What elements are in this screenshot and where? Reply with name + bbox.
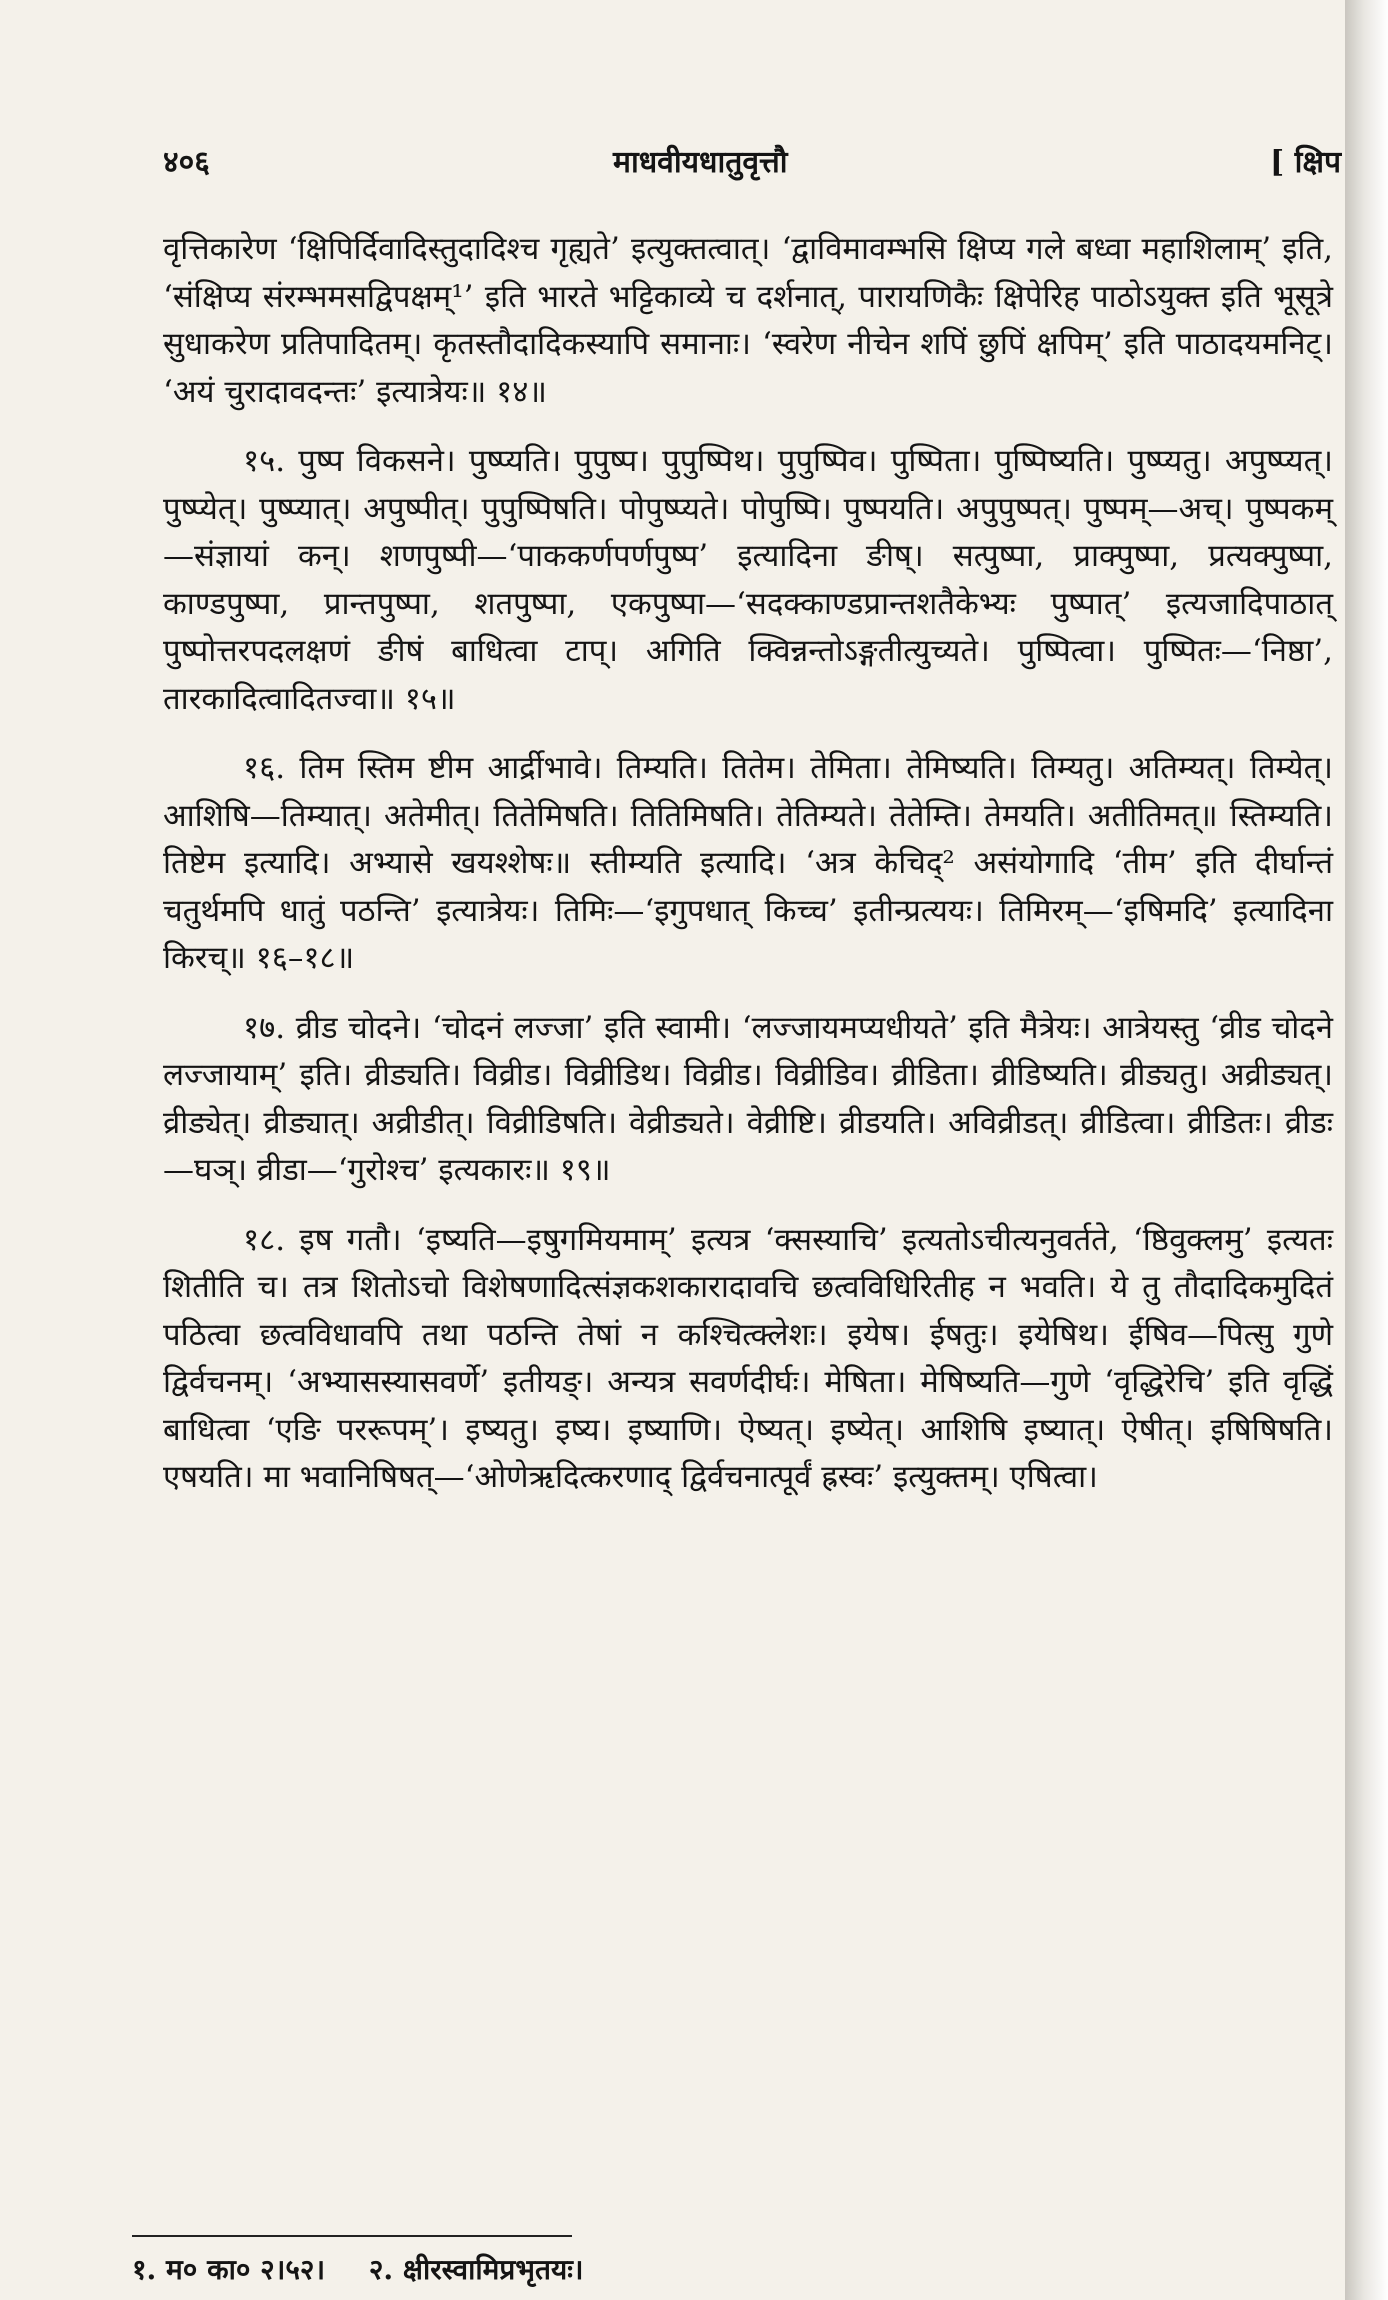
page-edge-shadow: [1345, 0, 1388, 2300]
paragraph-continuation: वृत्तिकारेण ‘क्षिपिर्दिवादिस्तुदादिश्च गृह्यते’ इत्युक्तत्वात्। ‘द्वाविमावम्भसि क्षिप्य गले बध्वा महाशिलाम्’ इति, ‘संक्षिप्य संरम्भमसद्विपक्षम्¹’ इति भारते भट्टिकाव्ये च दर्शनात्, पारायणिकैः क्षिपेरिह पाठोऽयुक्त इति भूसूत्रे सुधाकरेण प्रतिपादितम्। कृतस्तौदादिकस्यापि समानाः। ‘स्वरेण नीचेन शपिं छुपिं क्षपिम्’ इति पाठादयमनिट्। ‘अयं चुरादावदन्तः’ इत्यात्रेयः॥ १४॥: [163, 231, 1333, 410]
running-header: [163, 140, 1343, 190]
paragraph-15: १५. पुष्प विकसने। पुष्प्यति। पुपुष्प। पुपुष्पिथ। पुपुष्पिव। पुष्पिता। पुष्पिष्यति। पुष्प्यतु। अपुष्प्यत्। पुष्प्येत्। पुष्प्यात्। अपुष्पीत्। पुपुष्पिषति। पोपुष्प्यते। पोपुष्पि। पुष्पयति। अपुपुष्पत्। पुष्पम्—अच्। पुष्पकम्—संज्ञायां कन्। शणपुष्पी—‘पाककर्णपर्णपुष्प’ इत्यादिना ङीष्। सत्पुष्पा, प्राक्पुष्पा, प्रत्यक्पुष्पा, काण्डपुष्पा, प्रान्तपुष्पा, शतपुष्पा, एकपुष्पा—‘सदक्काण्डप्रान्तशतैकेभ्यः पुष्पात्’ इत्यजादिपाठात् पुष्पोत्तरपदलक्षणं ङीषं बाधित्वा टाप्। अगिति क्विन्नन्तोऽङ्गतीत्युच्यते। पुष्पित्वा। पुष्पितः—‘निष्ठा’, तारकादित्वादितज्वा॥ १५॥: [163, 443, 1333, 717]
footnote-rule: [132, 2235, 572, 2237]
footnote-2: २. क्षीरस्वामिप्रभृतयः।: [368, 2253, 584, 2286]
main-text: [163, 226, 1333, 1524]
paragraph-18: १८. इष गतौ। ‘इष्यति—इषुगमियमाम्’ इत्यत्र ‘क्सस्याचि’ इत्यतोऽचीत्यनुवर्तते, ‘ष्ठिवुक्लमु’ इत्यतः शितीति च। तत्र शितोऽचो विशेषणादित्संज्ञकशकारादावचि छत्वविधिरितीह न भवति। ये तु तौदादिकमुदितं पठित्वा छत्वविधावपि तथा पठन्ति तेषां न कश्चित्क्लेशः। इयेष। ईषतुः। इयेषिथ। ईषिव—पित्सु गुणे द्विर्वचनम्। ‘अभ्यासस्यासवर्णे’ इतीयङ्। अन्यत्र सवर्णदीर्घः। मेषिता। मेषिष्यति—गुणे ‘वृद्धिरेचि’ इति वृद्धिं बाधित्वा ‘एङि पररूपम्’। इष्यतु। इष्य। इष्याणि। ऐष्यत्। इष्येत्। आशिषि इष्यात्। ऐषीत्। इषिषिषति। एषयति। मा भवानिषिषत्—‘ओणेऋदित्करणाद् द्विर्वचनात्पूर्वं ह्रस्वः’ इत्युक्तम्। एषित्वा।: [163, 1221, 1333, 1495]
paragraph-17: १७. व्रीड चोदने। ‘चोदनं लज्जा’ इति स्वामी। ‘लज्जायमप्यधीयते’ इति मैत्रेयः। आत्रेयस्तु ‘व्रीड चोदने लज्जायाम्’ इति। व्रीड्यति। विव्रीड। विव्रीडिथ। विव्रीड। विव्रीडिव। व्रीडिता। व्रीडिष्यति। व्रीड्यतु। अव्रीड्यत्। व्रीड्येत्। व्रीड्यात्। अव्रीडीत्। विव्रीडिषति। वेव्रीड्यते। वेव्रीष्टि। व्रीडयति। अविव्रीडत्। व्रीडित्वा। व्रीडितः। व्रीडः—घञ्। व्रीडा—‘गुरोश्च’ इत्यकारः॥ १९॥: [163, 1009, 1333, 1188]
section-marker: [ क्षिप: [1270, 145, 1341, 180]
page-number: ४०६: [163, 145, 210, 180]
paragraph-16: १६. तिम स्तिम ष्टीम आर्द्रीभावे। तिम्यति। तितेम। तेमिता। तेमिष्यति। तिम्यतु। अतिम्यत्। तिम्येत्। आशिषि—तिम्यात्। अतेमीत्। तितेमिषति। तितिमिषति। तेतिम्यते। तेतेम्ति। तेमयति। अतीतिमत्॥ स्तिम्यति। तिष्टेम इत्यादि। अभ्यासे खयश्शेषः॥ स्तीम्यति इत्यादि। ‘अत्र केचिद्² असंयोगादि ‘तीम’ इति दीर्घान्तं चतुर्थमपि धातुं पठन्ति’ इत्यात्रेयः। तिमिः—‘इगुपधात् किच्च’ इतीन्प्रत्ययः। तिमिरम्—‘इषिमदि’ इत्यादिना किरच्॥ १६–१८॥: [163, 750, 1333, 976]
footnote-1: १. म० का० २।५२।: [132, 2253, 326, 2286]
page-title: माधवीयधातुवृत्तौ: [613, 145, 788, 180]
footnotes: [132, 2250, 1282, 2288]
